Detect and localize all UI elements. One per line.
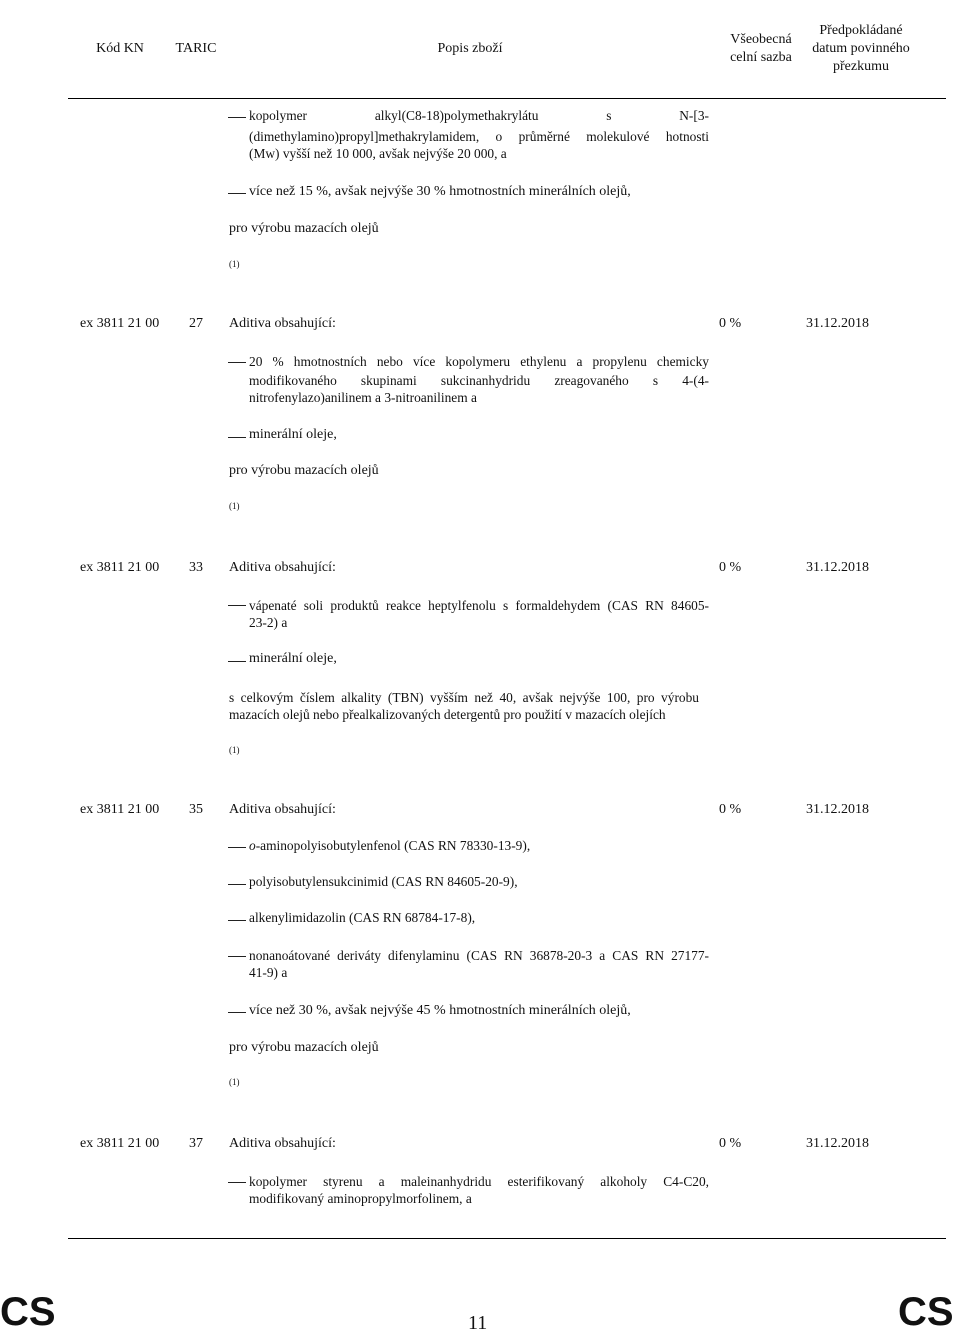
indent-dash [228,920,246,921]
header-rule [68,98,946,99]
entry27-cn-code: ex 3811 21 00 [80,316,160,331]
header-prezkum: Předpokládané datum povinného přezkumu [812,23,910,74]
entry33-item2: minerální oleje, [249,651,337,666]
entry37-date: 31.12.2018 [806,1136,869,1151]
entry33-item1-line2: 23-2) a [249,615,288,630]
indent-dash [228,956,246,957]
entry27-taric: 27 [189,316,203,331]
entry37-title: Aditiva obsahující: [229,1136,336,1151]
entry27-item1-line1: 20 % hmotnostních nebo více kopolymeru ethylenu a propylenu chemicky [249,354,709,369]
entry35-item4-line2: 41-9) a [249,965,288,980]
entry37-taric: 37 [189,1136,203,1151]
entry33-footnote: (1) [229,745,240,755]
header-popis: Popis zboží [437,41,503,56]
block0-purpose: pro výrobu mazacích olejů [229,221,379,236]
entry37-cn-code: ex 3811 21 00 [80,1136,160,1151]
block0-item2: více než 15 %, avšak nejvýše 30 % hmotnostních minerálních olejů, [249,184,631,199]
entry33-title: Aditiva obsahující: [229,560,336,575]
entry27-item1-line2: modifikovaného skupinami sukcinanhydridu zreagovaného s 4-(4- [249,373,709,388]
entry35-purpose: pro výrobu mazacích olejů [229,1040,379,1055]
entry35-footnote: (1) [229,1077,240,1087]
entry35-taric: 35 [189,802,203,817]
block0-footnote: (1) [229,259,240,269]
footer-lang-right: CS [898,1290,954,1334]
entry35-title: Aditiva obsahující: [229,802,336,817]
indent-dash [228,193,246,194]
indent-dash [228,605,246,606]
entry35-rate: 0 % [719,802,742,817]
entry35-date: 31.12.2018 [806,802,869,817]
header-sazba: Všeobecná celní sazba [730,32,792,65]
entry33-purpose-line1: s celkovým číslem alkality (TBN) vyšším než 40, avšak nejvýše 100, pro výrobu [229,690,699,705]
indent-dash [228,1012,246,1013]
entry33-cn-code: ex 3811 21 00 [80,560,160,575]
block0-line2: (dimethylamino)propyl]methakrylamidem, o průměrné molekulové hotnosti [249,129,709,144]
indent-dash [228,1182,246,1183]
entry35-item1-rest: -aminopolyisobutylenfenol (CAS RN 78330-13-9), [255,838,531,853]
entry35-item4-line1: nonanoátované deriváty difenylaminu (CAS RN 36878-20-3 a CAS RN 27177- [249,948,709,963]
entry33-purpose-line2: mazacích olejů nebo přealkalizovaných detergentů pro použití v mazacích olejích [229,707,666,722]
entry37-rate: 0 % [719,1136,742,1151]
block0-line1: kopolymer alkyl(C8-18)polymethakrylátu s N-[3- [249,108,709,123]
entry35-item1 [249,838,530,854]
entry27-purpose: pro výrobu mazacích olejů [229,463,379,478]
entry35-cn-code: ex 3811 21 00 [80,802,160,817]
indent-dash [228,847,246,848]
header-kod-kn: Kód KN [96,41,144,56]
indent-dash [228,362,246,363]
table-bottom-rule [68,1238,946,1239]
entry33-rate: 0 % [719,560,742,575]
entry33-taric: 33 [189,560,203,575]
entry27-date: 31.12.2018 [806,316,869,331]
entry35-item2: polyisobutylensukcinimid (CAS RN 84605-20-9), [249,874,518,889]
entry33-date: 31.12.2018 [806,560,869,575]
indent-dash [228,661,246,662]
indent-dash [228,117,246,118]
entry35-item1-prefix: o [249,838,256,853]
entry27-item1-line3: nitrofenylazo)anilinem a 3-nitroanilinem a [249,390,477,405]
entry37-item1-line2: modifikovaný aminopropylmorfolinem, a [249,1191,472,1206]
entry35-item5: více než 30 %, avšak nejvýše 45 % hmotnostních minerálních olejů, [249,1003,631,1018]
indent-dash [228,437,246,438]
entry27-footnote: (1) [229,501,240,511]
footer-lang-left: CS [0,1290,56,1334]
page-number: 11 [468,1312,488,1334]
header-taric: TARIC [175,41,217,56]
entry33-item1-line1: vápenaté soli produktů reakce heptylfenolu s formaldehydem (CAS RN 84605- [249,598,709,613]
block0-line3: (Mw) vyšší než 10 000, avšak nejvýše 20 000, a [249,146,507,161]
indent-dash [228,884,246,885]
entry37-item1-line1: kopolymer styrenu a maleinanhydridu esterifikovaný alkoholy C4-C20, [249,1174,709,1189]
entry27-title: Aditiva obsahující: [229,316,336,331]
entry35-item3: alkenylimidazolin (CAS RN 68784-17-8), [249,910,476,925]
entry27-item2: minerální oleje, [249,427,337,442]
entry27-rate: 0 % [719,316,742,331]
